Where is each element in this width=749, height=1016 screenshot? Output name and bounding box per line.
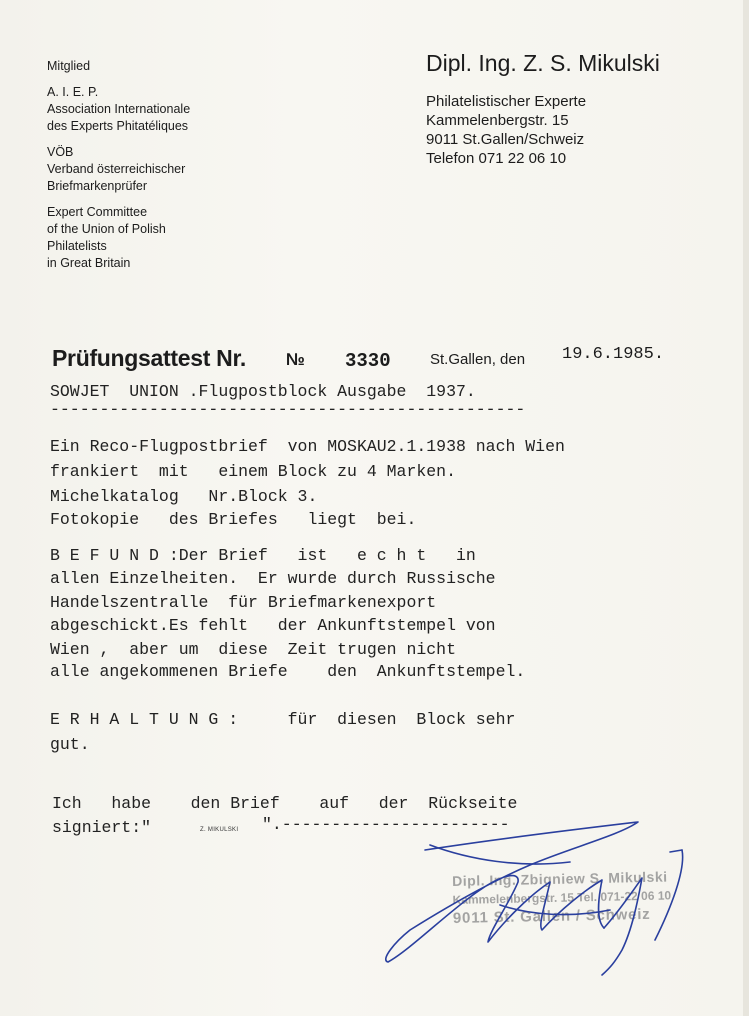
expert-name: Dipl. Ing. Z. S. Mikulski bbox=[426, 50, 660, 76]
description-line: Fotokopie des Briefes liegt bei. bbox=[50, 510, 417, 529]
befund-line: abgeschickt.Es fehlt der Ankunftstempel von bbox=[50, 616, 496, 635]
description-line: Michelkatalog Nr.Block 3. bbox=[50, 487, 318, 506]
committee-line: in Great Britain bbox=[47, 256, 131, 270]
mitglied-label: Mitglied bbox=[47, 59, 91, 73]
attest-title: Prüfungsattest Nr. bbox=[52, 345, 246, 371]
expert-street: Kammelenbergstr. 15 bbox=[426, 112, 569, 129]
stamp-address: Kammelenbergstr. 15 Tel. 071-22 06 10 bbox=[452, 888, 672, 907]
description-line: Ein Reco-Flugpostbrief von MOSKAU2.1.1938 nach Wien bbox=[50, 437, 565, 456]
befund-line: allen Einzelheiten. Er wurde durch Russische bbox=[50, 569, 496, 588]
expert-address bbox=[426, 92, 586, 168]
mini-signature: Z. MIKULSKI bbox=[200, 827, 239, 833]
expert-title: Philatelistischer Experte bbox=[426, 93, 587, 110]
aiep-line: Association Internationale bbox=[47, 102, 191, 116]
befund-line: alle angekommenen Briefe den Ankunftstempel. bbox=[50, 662, 526, 681]
signed-line: Ich habe den Brief auf der Rückseite bbox=[52, 794, 518, 813]
erhaltung-line: gut. bbox=[50, 735, 90, 754]
polish-committee-group bbox=[47, 204, 190, 272]
stamp-name: Dipl. Ing. Zbigniew S. Mikulski bbox=[452, 868, 668, 889]
expert-phone: Telefon 071 22 06 10 bbox=[426, 150, 567, 167]
committee-line: of the Union of Polish bbox=[47, 222, 166, 236]
membership-block bbox=[47, 58, 190, 281]
signed-prefix: signiert:" bbox=[52, 818, 152, 837]
attest-date: 19.6.1985. bbox=[562, 345, 665, 364]
aiep-group bbox=[47, 84, 190, 135]
befund-line: Wien , aber um diese Zeit trugen nicht bbox=[50, 640, 456, 659]
attest-number: 3330 bbox=[345, 350, 391, 372]
befund-line: B E F U N D :Der Brief ist e c h t in bbox=[50, 546, 476, 565]
stamp-city: 9011 St. Gallen / Schweiz bbox=[452, 905, 651, 927]
committee-line: Philatelists bbox=[47, 239, 107, 253]
befund-line: Handelszentralle für Briefmarkenexport bbox=[50, 593, 437, 612]
expert-city: 9011 St.Gallen/Schweiz bbox=[426, 131, 585, 148]
aiep-abbr: A. I. E. P. bbox=[47, 85, 99, 99]
erhaltung-line: E R H A L T U N G : für diesen Block sehr bbox=[50, 710, 516, 729]
signed-suffix: ".----------------------- bbox=[262, 815, 510, 834]
voeb-abbr: VÖB bbox=[47, 145, 74, 159]
paper-edge bbox=[743, 0, 749, 1016]
committee-line: Expert Committee bbox=[47, 205, 148, 219]
voeb-group bbox=[47, 144, 190, 195]
voeb-line: Briefmarkenprüfer bbox=[47, 179, 148, 193]
aiep-line: des Experts Phitatéliques bbox=[47, 119, 189, 133]
attest-place: St.Gallen, den bbox=[430, 351, 526, 368]
description-line: frankiert mit einem Block zu 4 Marken. bbox=[50, 462, 456, 481]
subject-rule: ------------------------------------------------ bbox=[50, 400, 526, 419]
voeb-line: Verband österreichischer bbox=[47, 162, 186, 176]
subject-line: SOWJET UNION .Flugpostblock Ausgabe 1937. bbox=[50, 382, 476, 401]
number-symbol: № bbox=[286, 350, 305, 369]
handwritten-signature bbox=[370, 810, 710, 980]
